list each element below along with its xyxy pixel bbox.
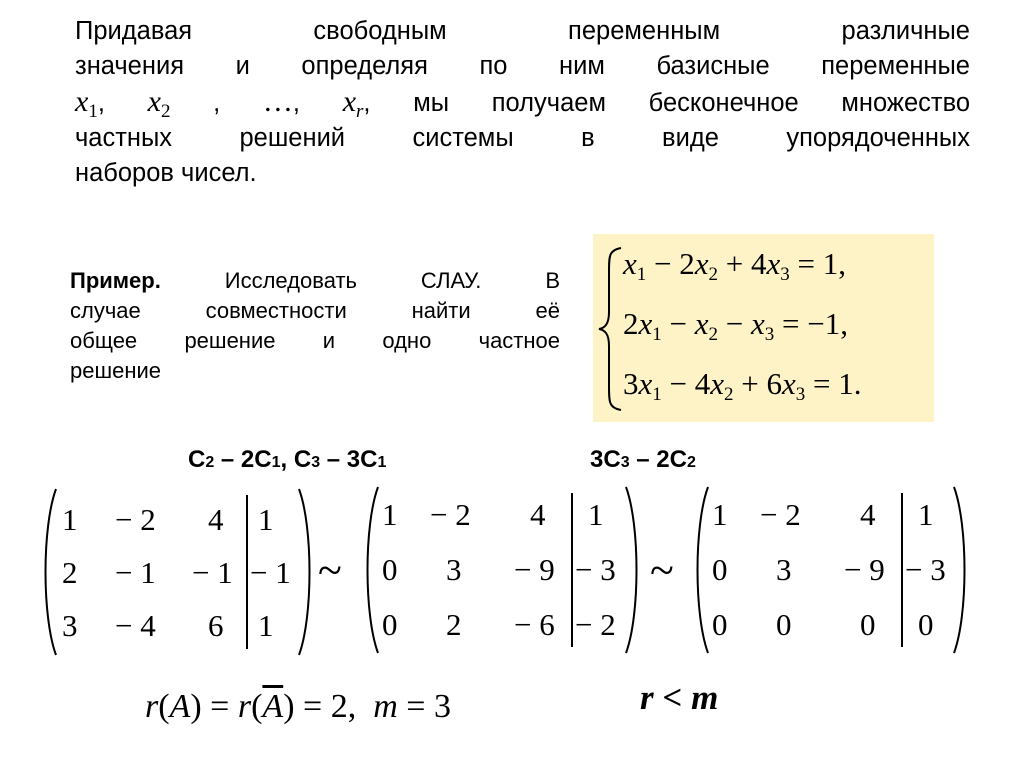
left-paren-icon: [40, 487, 60, 657]
augment-divider: [246, 495, 248, 649]
intro-line-1: Придавая свободным переменным различные: [75, 17, 970, 45]
matrix-cell: − 6: [514, 607, 555, 642]
matrix-cell: 1: [258, 608, 274, 643]
example-text: Пример. Исследовать СЛАУ. В случае совместности найти её общее решение и одно частное решение: [70, 268, 560, 383]
matrix-cell: 2: [446, 607, 462, 642]
matrix-cell: − 2: [760, 497, 801, 532]
matrix-cell: 0: [382, 552, 398, 587]
matrix-cell: − 2: [575, 607, 616, 642]
augment-divider: [571, 493, 573, 647]
intro-line-3: $x_1$, $x_2$ , …, $x_r$, мы получаем бесконечное множество: [75, 85, 971, 122]
row-operation-1: C2 – 2C1, C3 – 3C1: [188, 446, 387, 473]
equation-1: x1 − 2x2 + 4x3 = 1,: [623, 246, 846, 285]
matrix-cell: 3: [446, 552, 462, 587]
equation-2: 2x1 − x2 − x3 = −1,: [623, 306, 848, 345]
matrix-cell: 1: [712, 497, 728, 532]
matrix-cell: 0: [918, 607, 934, 642]
matrix-cell: 0: [382, 607, 398, 642]
left-paren-icon: [692, 485, 712, 655]
example-label: Пример.: [70, 268, 161, 293]
matrix-cell: 4: [530, 497, 546, 532]
matrix-cell: − 9: [844, 552, 885, 587]
matrix-cell: − 2: [115, 502, 156, 537]
left-brace-icon: [597, 246, 625, 412]
matrix-cell: 6: [208, 608, 224, 643]
equivalence-tilde-1: ~: [318, 546, 342, 595]
matrix-cell: 3: [62, 608, 78, 643]
matrix-cell: − 1: [192, 555, 233, 590]
intro-line-5: наборов чисел.: [75, 159, 257, 187]
matrix-cell: − 1: [250, 555, 291, 590]
left-paren-icon: [362, 485, 382, 655]
equation-3: 3x1 − 4x2 + 6x3 = 1.: [623, 366, 862, 405]
intro-line-4: частных решений системы в виде упорядоченных: [75, 124, 970, 152]
row-operation-2: 3C3 – 2C2: [590, 446, 696, 473]
matrix-cell: − 4: [115, 608, 156, 643]
matrix-cell: 1: [588, 497, 604, 532]
right-paren-icon: [950, 485, 970, 655]
matrix-cell: − 2: [430, 497, 471, 532]
augment-divider: [901, 493, 903, 647]
matrix-cell: 1: [62, 502, 78, 537]
matrix-cell: 4: [860, 497, 876, 532]
matrix-cell: 0: [712, 607, 728, 642]
matrix-cell: 0: [860, 607, 876, 642]
matrix-cell: 1: [382, 497, 398, 532]
rank-equation: $r(A) = r(\overline{A}) = 2$, m = 3: [145, 688, 451, 725]
intro-paragraph: [75, 14, 970, 191]
equivalence-tilde-2: ~: [650, 546, 674, 595]
matrix-cell: 3: [776, 552, 792, 587]
matrix-cell: 1: [258, 502, 274, 537]
matrix-cell: 0: [712, 552, 728, 587]
matrix-cell: − 3: [575, 552, 616, 587]
augmented-matrix-2: [362, 485, 642, 655]
rank-comparison: r < m: [640, 678, 719, 717]
matrix-cell: 4: [208, 502, 224, 537]
augmented-matrix-1: [40, 487, 315, 657]
equation-system: [593, 234, 934, 422]
matrix-cell: 1: [918, 497, 934, 532]
right-paren-icon: [622, 485, 642, 655]
intro-line-2: значения и определяя по ним базисные переменные: [75, 52, 970, 80]
matrix-cell: − 9: [514, 552, 555, 587]
augmented-matrix-3: [692, 485, 970, 655]
matrix-cell: 0: [776, 607, 792, 642]
matrix-cell: − 1: [115, 555, 156, 590]
matrix-cell: − 3: [905, 552, 946, 587]
matrix-cell: 2: [62, 555, 78, 590]
right-paren-icon: [295, 487, 315, 657]
